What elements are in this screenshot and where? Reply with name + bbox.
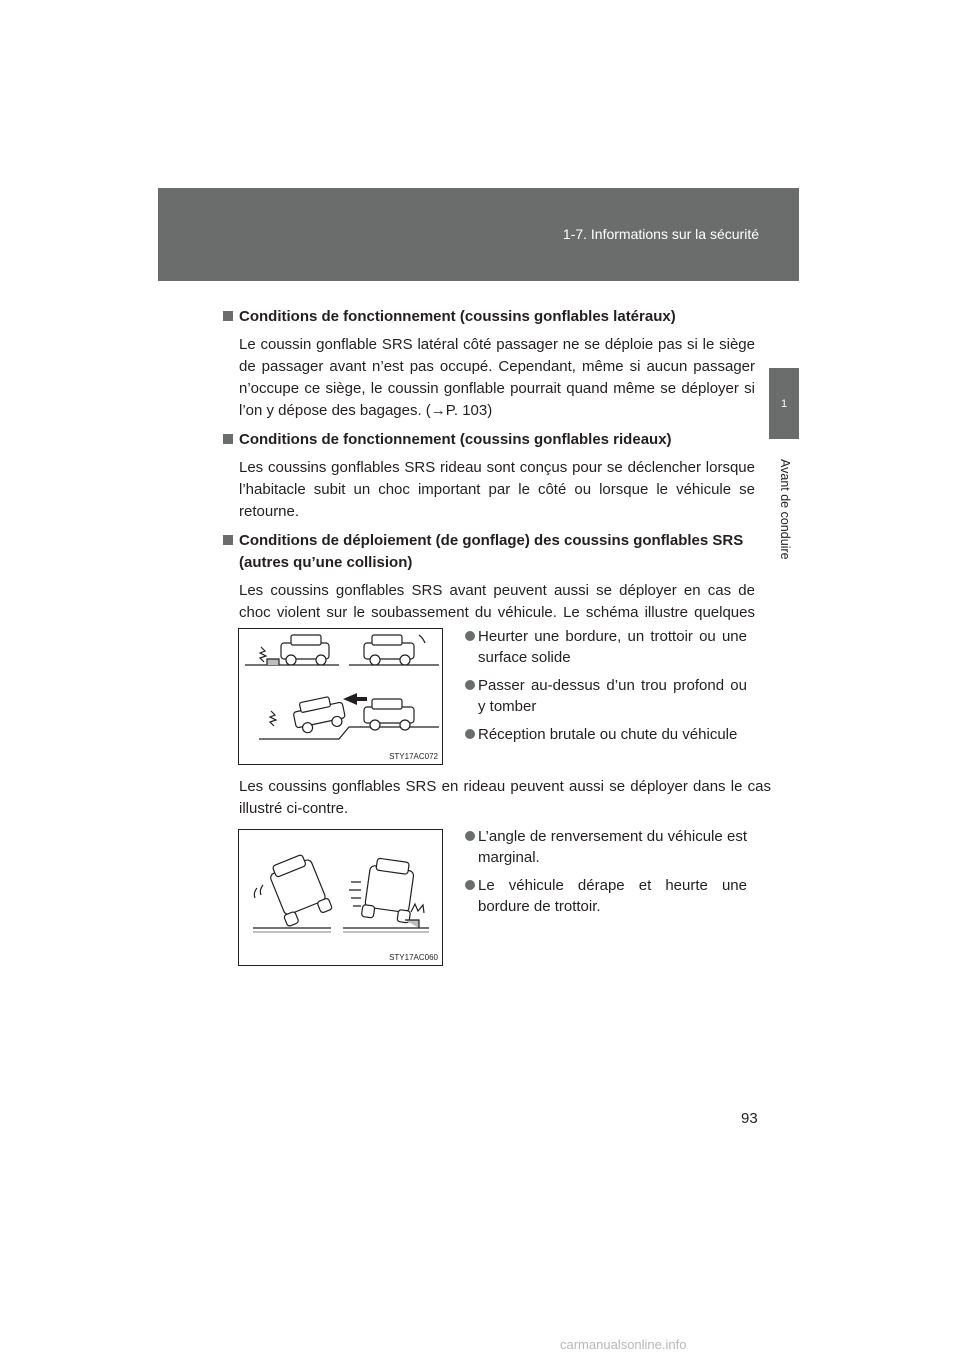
main-content	[223, 306, 755, 646]
square-bullet-icon	[223, 535, 233, 545]
figure-code: STY17AC072	[389, 752, 438, 761]
section-header-band	[158, 188, 799, 281]
side-airbags-text: Le coussin gonflable SRS latéral côté passager ne se déploie pas si le siège de passager avant n’est pas occupé. Cependant, même si aucun passager n’occupe ce siège, le coussin gonflable pourrait quand même se déployer si l’on y dépose des bagages. (→P. 103)	[239, 336, 755, 419]
list-item: L’angle de renversement du véhicule est marginal.	[465, 826, 747, 868]
round-bullet-icon	[465, 729, 475, 739]
round-bullet-icon	[465, 880, 475, 890]
page-number: 93	[741, 1110, 758, 1127]
deployment-text: Les coussins gonflables SRS avant peuvent aussi se déployer en cas de choc violent sur le soubassement du véhicule. Le schéma illustre quelques	[239, 582, 755, 621]
list-item: Heurter une bordure, un trottoir ou une surface solide	[465, 626, 747, 668]
curtain-airbags-text: Les coussins gonflables SRS rideau sont conçus pour se déclencher lorsque l’habitacle subit un choc important par le côté ou lorsque le véhicule se retourne.	[239, 459, 755, 520]
list-item: Réception brutale ou chute du véhicule	[465, 724, 747, 745]
section-heading-curtain-airbags: Conditions de fonctionnement (coussins gonflables rideaux)	[223, 429, 755, 451]
section-title: 1-7. Informations sur la sécurité	[562, 226, 759, 242]
figure-rollover	[238, 829, 443, 966]
round-bullet-icon	[465, 631, 475, 641]
obstacle-illustration	[239, 629, 443, 765]
list-item: Le véhicule dérape et heurte une bordure de trottoir.	[465, 875, 747, 917]
square-bullet-icon	[223, 311, 233, 321]
round-bullet-icon	[465, 680, 475, 690]
chapter-number: 1	[780, 397, 788, 410]
section-heading-deployment: Conditions de déploiement (de gonflage) des coussins gonflables SRS (autres qu’une collision)	[223, 530, 755, 574]
square-bullet-icon	[223, 434, 233, 444]
section-heading-side-airbags: Conditions de fonctionnement (coussins gonflables latéraux)	[223, 306, 755, 328]
rollover-list	[465, 826, 747, 924]
round-bullet-icon	[465, 831, 475, 841]
list-item: Passer au-dessus d’un trou profond ou y tomber	[465, 675, 747, 717]
figure-code: STY17AC060	[389, 953, 438, 962]
watermark: carmanualsonline.info	[560, 1337, 687, 1352]
figure-obstacles	[238, 628, 443, 765]
curtain-case-text: Les coussins gonflables SRS en rideau peuvent aussi se déployer dans le cas illustré ci-contre.	[239, 778, 771, 817]
chapter-tab[interactable]	[769, 368, 799, 439]
rollover-illustration	[239, 830, 443, 966]
chapter-label: Avant de conduire	[778, 459, 792, 560]
obstacle-list	[465, 626, 747, 752]
